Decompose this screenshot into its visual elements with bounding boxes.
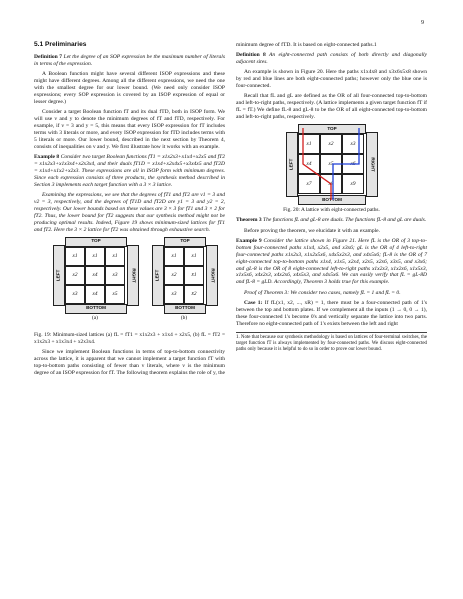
paragraph: Since we implement Boolean functions in terms of top-to-bottom connectivity across the lattice, it is apparent that we cannot implement a target function fT with top-to-bottom paths consisting of fewer than v literals, where v is the minimum degree of an ISOP expression for fT. The following theorem explains the role of y, the: [34, 348, 226, 376]
lattice-cell: x2: [65, 266, 85, 285]
right-plate: RIGHT: [206, 245, 218, 306]
lattice-cell: x2: [164, 266, 184, 285]
example-8-label: Example 8: [34, 153, 60, 160]
red-eight-connected-path: [303, 128, 331, 200]
definition-7-text: Let the degree of an SOP expression be the maximum number of literals in terms of the expression.: [34, 53, 226, 67]
lattice-cell: x9: [342, 174, 364, 194]
lattice-cell: x5: [320, 154, 342, 174]
paragraph: minimum degree of fTD. It is based on eight-connected paths.1: [236, 42, 377, 48]
paragraph: Recall that fL and gL are defined as the OR of all four-connected top-to-bottom and left-to-right paths, respectively. (A lattice implements a given target function fT if fL = fT.) We define fL-8 and gL-8 to be the OR of all eight-connected top-to-bottom and left-to-right paths, respectively.: [236, 93, 427, 121]
subfigure-label-b: (b): [180, 314, 188, 321]
lattice-cell: x2: [320, 134, 342, 154]
lattice-a: [53, 237, 137, 313]
figure-19-caption: Fig. 19: Minimum-sized lattices (a) fL = fT1 = x1x2x3 + x1x4 + x2x5, (b) fL = fT2 = x1x2x3 + x1x3x4 + x2x3x4.: [34, 331, 225, 345]
example-9: [236, 238, 427, 287]
paragraph: Consider a target Boolean function fT and its dual fTD, both in ISOP form. We will use v and y to denote the minimum degrees of fT and fTD, respectively. For example, if v = 3 and y = 5, this means that every ISOP expression for fT includes terms with 3 literals or more, and every ISOP expression for fTD includes terms with 5 literals or more. Our lower bound, described in the next section by Theorem 4, consists of inequalities on v and y. We first illustrate how it works with an example.: [34, 109, 225, 150]
lattice-cell: x6: [342, 154, 364, 174]
lattice-cell: x̄1: [184, 266, 204, 285]
paragraph: Before proving the theorem, we elucidate it with an example.: [244, 227, 381, 234]
definition-7: [34, 54, 225, 68]
theorem-3: [236, 217, 427, 224]
right-plate: RIGHT: [366, 132, 378, 197]
right-plate: RIGHT: [127, 245, 139, 306]
lattice-cell: x3: [65, 285, 85, 304]
subfigure-label-a: (a): [92, 314, 98, 321]
lattice-cell: x3: [164, 285, 184, 304]
lattice-cell: x7: [298, 174, 320, 194]
page-number: 9: [421, 20, 424, 26]
figure-20: [236, 124, 427, 205]
lattice-cell: x3: [342, 134, 364, 154]
left-plate: LEFT: [152, 245, 164, 306]
paragraph: A Boolean function might have several different ISOP expressions and these might have different degrees. Among all the different expressions, we need the one with the smallest degree for our lower bound. (We need only consider ISOP expressions; every SOP expression is covered by an ISOP expression of equal or lesser degree.): [34, 71, 225, 105]
theorem-3-text: The functions fL and gL-8 are duals. The functions fL-8 and gL are duals.: [263, 217, 427, 224]
figure-20-caption: Fig. 20: A lattice with eight-connected paths.: [283, 207, 380, 214]
left-plate: LEFT: [286, 132, 298, 197]
lattice-cell: x4: [298, 154, 320, 174]
lattice-cell: x4: [85, 266, 105, 285]
right-column: [236, 42, 427, 353]
case-1: [236, 300, 427, 328]
lattice-cell: x3: [105, 266, 125, 285]
footnote: 1. Note that because our synthesis methodology is based on lattices of four-terminal switches, the target function fT is always implemented by four-connected paths. We discuss eight-connected paths only because it is helpful to do so in order to prove our lower bound.: [236, 332, 427, 353]
lattice-cell: x1: [184, 247, 204, 266]
example-8: [34, 154, 225, 189]
lattice-cell: x5: [105, 285, 125, 304]
lattice-cell: x1: [164, 247, 184, 266]
bottom-plate: BOTTOM: [65, 304, 127, 314]
section-title: 5.1 Preliminaries: [34, 41, 87, 48]
left-column: [34, 42, 225, 380]
theorem-3-label: Theorem 3: [236, 217, 262, 224]
lattice-cell: x̄2: [184, 285, 204, 304]
lattice-cell: x4: [85, 285, 105, 304]
figure-19: [34, 237, 225, 329]
case-1-label: Case 1:: [244, 299, 263, 306]
paragraph: Examining the expressions, we see that the degrees of fT1 and fT2 are v1 = 3 and v2 = 3, respectively, and the degrees of fT1D and fT2D are y1 = 3 and y2 = 2, respectively. Our lower bounds based on these values are 3 × 3 for fT1 and 3 × 2 for fT2. Thus, the lower bound for fT2 suggests that our synthesis method might not be producing optimal results. Indeed, Figure 19 shows minimum-sized lattices for fT1 and fT2. Here the 3 × 2 lattice for fT2 was obtained through exhaustive search.: [34, 191, 225, 233]
example-9-label: Example 9: [236, 237, 262, 244]
blue-four-connected-path: [333, 128, 359, 200]
left-plate: LEFT: [53, 245, 65, 306]
lattice-20: [286, 124, 378, 204]
proof-intro: Proof of Theorem 3: We consider two cases, namely fL = 1 and fL = 0.: [244, 289, 401, 296]
top-plate: TOP: [164, 237, 206, 247]
top-plate: TOP: [65, 237, 127, 247]
bottom-plate: BOTTOM: [298, 195, 366, 205]
lattice-b: [152, 237, 216, 313]
definition-8-label: Definition 8: [236, 52, 266, 59]
example-8-text: Consider two target Boolean functions fT1 = x1x2x3+x1x4+x2x5 and fT2 = x1x2x3+x1x3x4+x2x3x4, and their duals fT1D = x1x4+x2x4x5+x3x4x5 and fT2D = x1x4+x1x2+x2x3. These expressions are all in ISOP form with minimum degrees. Since each expression consists of three products, the synthesis method described in Section 3 implements each target function with a 3 × 3 lattice.: [34, 153, 225, 188]
definition-8: [236, 52, 427, 66]
example-9-text: Consider the lattice shown in Figure 21. Here fL is the OR of 3 top-to-bottom four-connected paths x1x4, x2x5, and x3x6; gL is the OR of 4 left-to-right four-connected paths x1x2x3, x1x2x5x6, x4x5x2x3, and x4x5x6; fL-8 is the OR of 7 eight-connected top-to-bottom paths x1x4, x1x5, x2x4, x2x5, x2x6, x3x5, and x3x6; and gL-8 is the OR of 8 eight-connected left-to-right paths x1x2x3, x1x2x6, x1x5x3, x1x5x6, x4x2x3, x4x2x6, x4x5x3, and x4x5x6. We can easily verify that fL = gL-8D and fL-8 = gLD. Accordingly, Theorem 3 holds true for this example.: [236, 237, 427, 286]
top-plate: TOP: [298, 124, 366, 134]
definition-7-label: Definition 7: [34, 53, 63, 60]
path-overlay: [286, 124, 378, 204]
bottom-plate: BOTTOM: [164, 304, 206, 314]
lattice-cell: x1: [65, 247, 85, 266]
lattice-cell: x8: [320, 174, 342, 194]
lattice-cell: x1: [105, 247, 125, 266]
paragraph: An example is shown in Figure 20. Here the paths x1x4x8 and x3x6x5x8 shown by red and blue lines are both eight-connected paths; however only the blue one is four-connected.: [236, 69, 427, 90]
lattice-cell: x1: [298, 134, 320, 154]
definition-8-text: An eight-connected path consists of both directly and diagonally adjacent sites.: [236, 52, 428, 66]
lattice-cell: x1: [85, 247, 105, 266]
case-1-text: If fL(x1, x2, ..., xR) = 1, there must be a four-connected path of 1's between the top and bottom plates. If we complement all the inputs (1 → 0, 0 → 1), these four-connected 1's become 0's and vertically separate the lattice into two parts. Therefore no eight-connected path of 1's exists between the left and right: [236, 299, 427, 327]
